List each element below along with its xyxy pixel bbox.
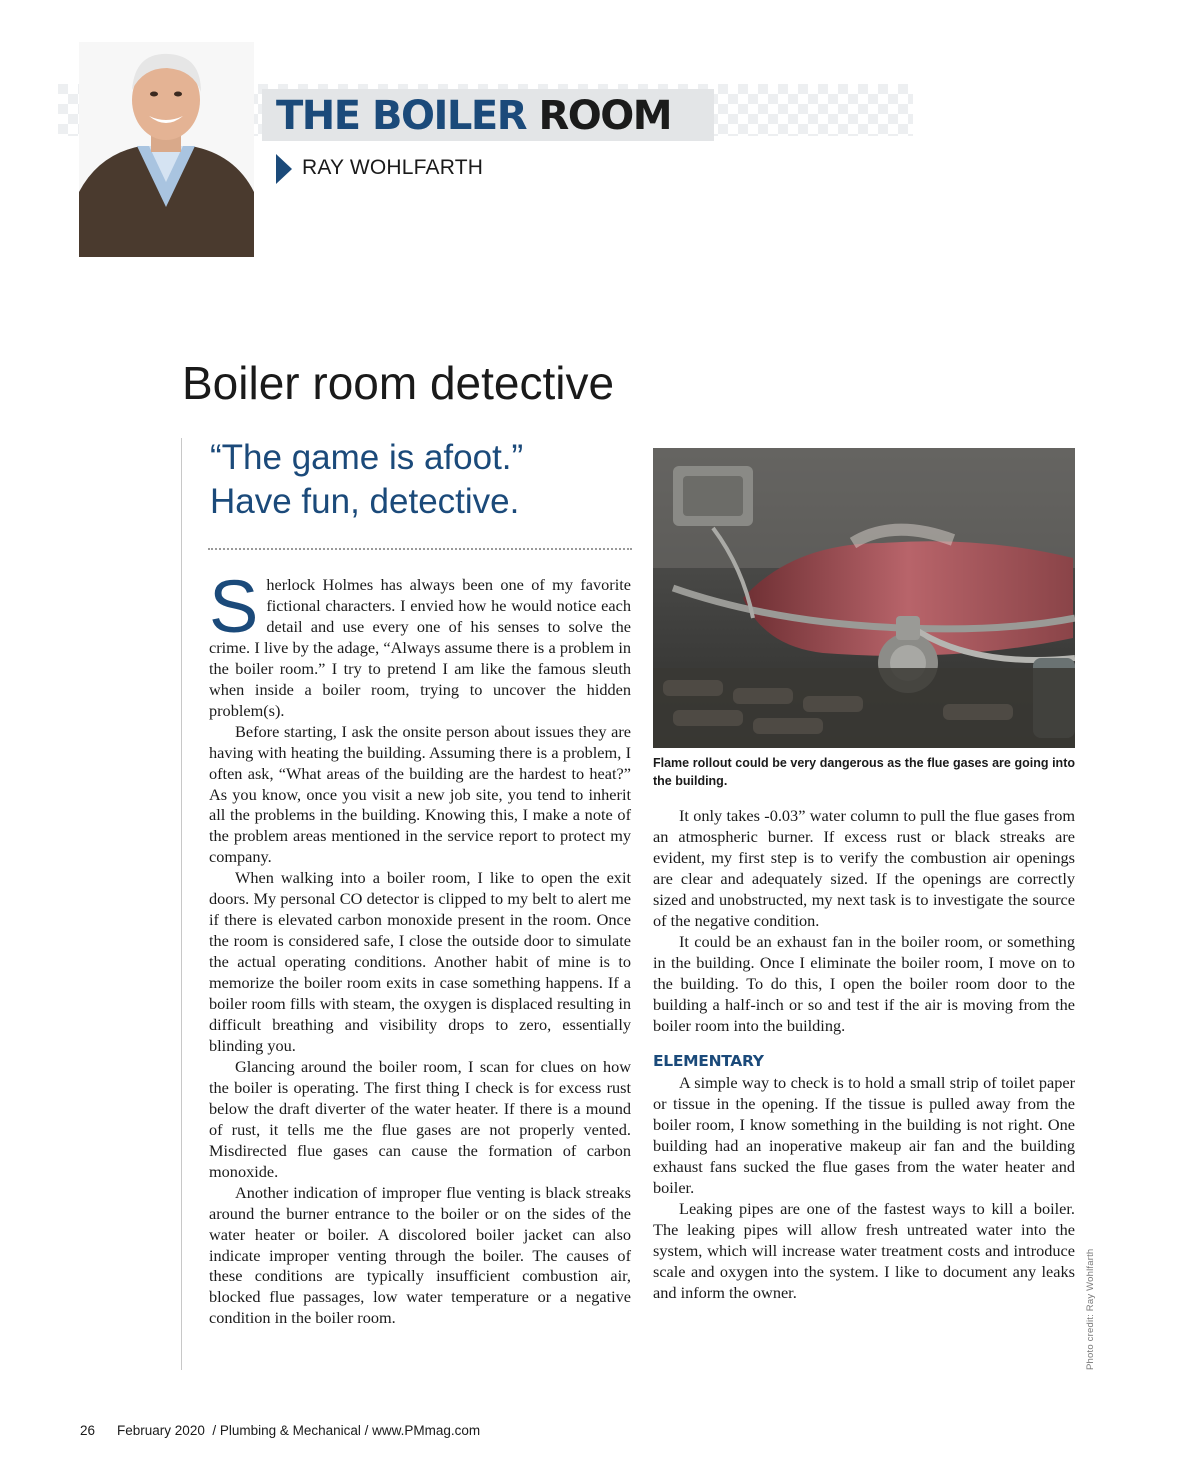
paragraph-text: herlock Holmes has always been one of my favorite fictional characters. I envied how he would notice each detail and use every one of his senses to solve the crime. I live by the adage, “Always assume there is a problem in the boiler room.” I try to pretend I am like the famous sleuth when inside a boiler room, trying to uncover the hidden problem(s).	[209, 575, 631, 720]
dotted-divider	[208, 548, 632, 550]
paragraph: It only takes -0.03” water column to pull the flue gases from an atmospheric burner. If excess rust or black streaks are evident, my first step is to verify the combustion air openings are clear and adequately sized. If the openings are correctly sized and unobstructed, my next task is to investigate the source of the negative condition.	[653, 806, 1075, 930]
article-headline: Boiler room detective	[182, 357, 615, 409]
section-title	[276, 92, 671, 140]
boiler-burner-photo-icon	[653, 448, 1075, 748]
left-column	[209, 565, 631, 1329]
column-rule	[181, 438, 182, 1370]
paragraph: Glancing around the boiler room, I scan for clues on how the boiler is operating. The first thing I check is for excess rust below the draft diverter of the water heater. If there is a mound of rust, it tells me the flue gases are not properly vented. Misdirected flue gases can cause the formation of carbon monoxide.	[209, 1056, 631, 1181]
section-title-part2: ROOM	[538, 93, 672, 139]
author-arrow-icon	[276, 154, 292, 184]
pullquote-line: Have fun, detective.	[210, 482, 520, 521]
paragraph: Before starting, I ask the onsite person about issues they are having with heating the building. Assuming there is a problem, I often ask, “What areas of the building are the hardest to heat?” As you know, once you visit a new job site, you tend to inherit all the problems in the building. Knowing this, I make a note of the problem areas mentioned in the service report to protect my company.	[209, 721, 631, 867]
page-number: 26	[80, 1423, 96, 1438]
photo-credit: Photo credit: Ray Wohlfarth	[1085, 1248, 1096, 1370]
footer-text: February 2020 / Plumbing & Mechanical / www.PMmag.com	[117, 1423, 481, 1438]
paragraph: Another indication of improper flue venting is black streaks around the burner entrance to the boiler or on the sides of the water heater or boiler. A discolored boiler jacket can also indicate improper venting through the boiler. The causes of these conditions are typically insufficient combustion air, blocked flue passages, low water temperature or a negative condition in the boiler room.	[209, 1182, 631, 1328]
section-title-part1: THE BOILER	[276, 93, 526, 139]
paragraph	[209, 565, 631, 722]
article-photo	[653, 448, 1075, 748]
drop-cap: S	[209, 565, 259, 648]
author-photo	[79, 42, 254, 257]
author-byline: RAY WOHLFARTH	[302, 156, 484, 179]
subhead: ELEMENTARY	[653, 1052, 764, 1071]
paragraph: A simple way to check is to hold a small strip of toilet paper or tissue in the opening. If the tissue is pulled away from the boiler room, I know something in the building is not right. One building had an inoperative makeup air fan and the building exhaust fans sucked the flue gases from the water heater and boiler.	[653, 1073, 1075, 1198]
page-footer	[80, 1423, 480, 1438]
paragraph: It could be an exhaust fan in the boiler room, or something in the building. Once I eliminate the boiler room, I move on to the building. To do this, I open the boiler room door to the building a half-inch or so and test if the air is moving from the boiler room into the building.	[653, 931, 1075, 1035]
photo-caption: Flame rollout could be very dangerous as the flue gases are going into the building.	[653, 756, 1075, 788]
pullquote	[210, 436, 630, 524]
paragraph: When walking into a boiler room, I like to open the exit doors. My personal CO detector is clipped to my belt to alert me if there is elevated carbon monoxide present in the room. Once the room is considered safe, I close the outside door to simulate the actual operating conditions. Another habit of mine is to memorize the boiler room exits in case something happens. If a boiler room fills with steam, the oxygen is displaced resulting in difficult breathing and visibility drops to zero, essentially blinding you.	[209, 868, 631, 1055]
paragraph: Leaking pipes are one of the fastest ways to kill a boiler. The leaking pipes will allow fresh untreated water into the system, which will increase water treatment costs and introduce scale and oxygen into the system. I like to document any leaks and inform the owner.	[653, 1199, 1075, 1303]
right-column	[653, 806, 1075, 1304]
author-portrait-icon	[79, 42, 254, 257]
pullquote-line: “The game is afoot.”	[210, 438, 524, 477]
